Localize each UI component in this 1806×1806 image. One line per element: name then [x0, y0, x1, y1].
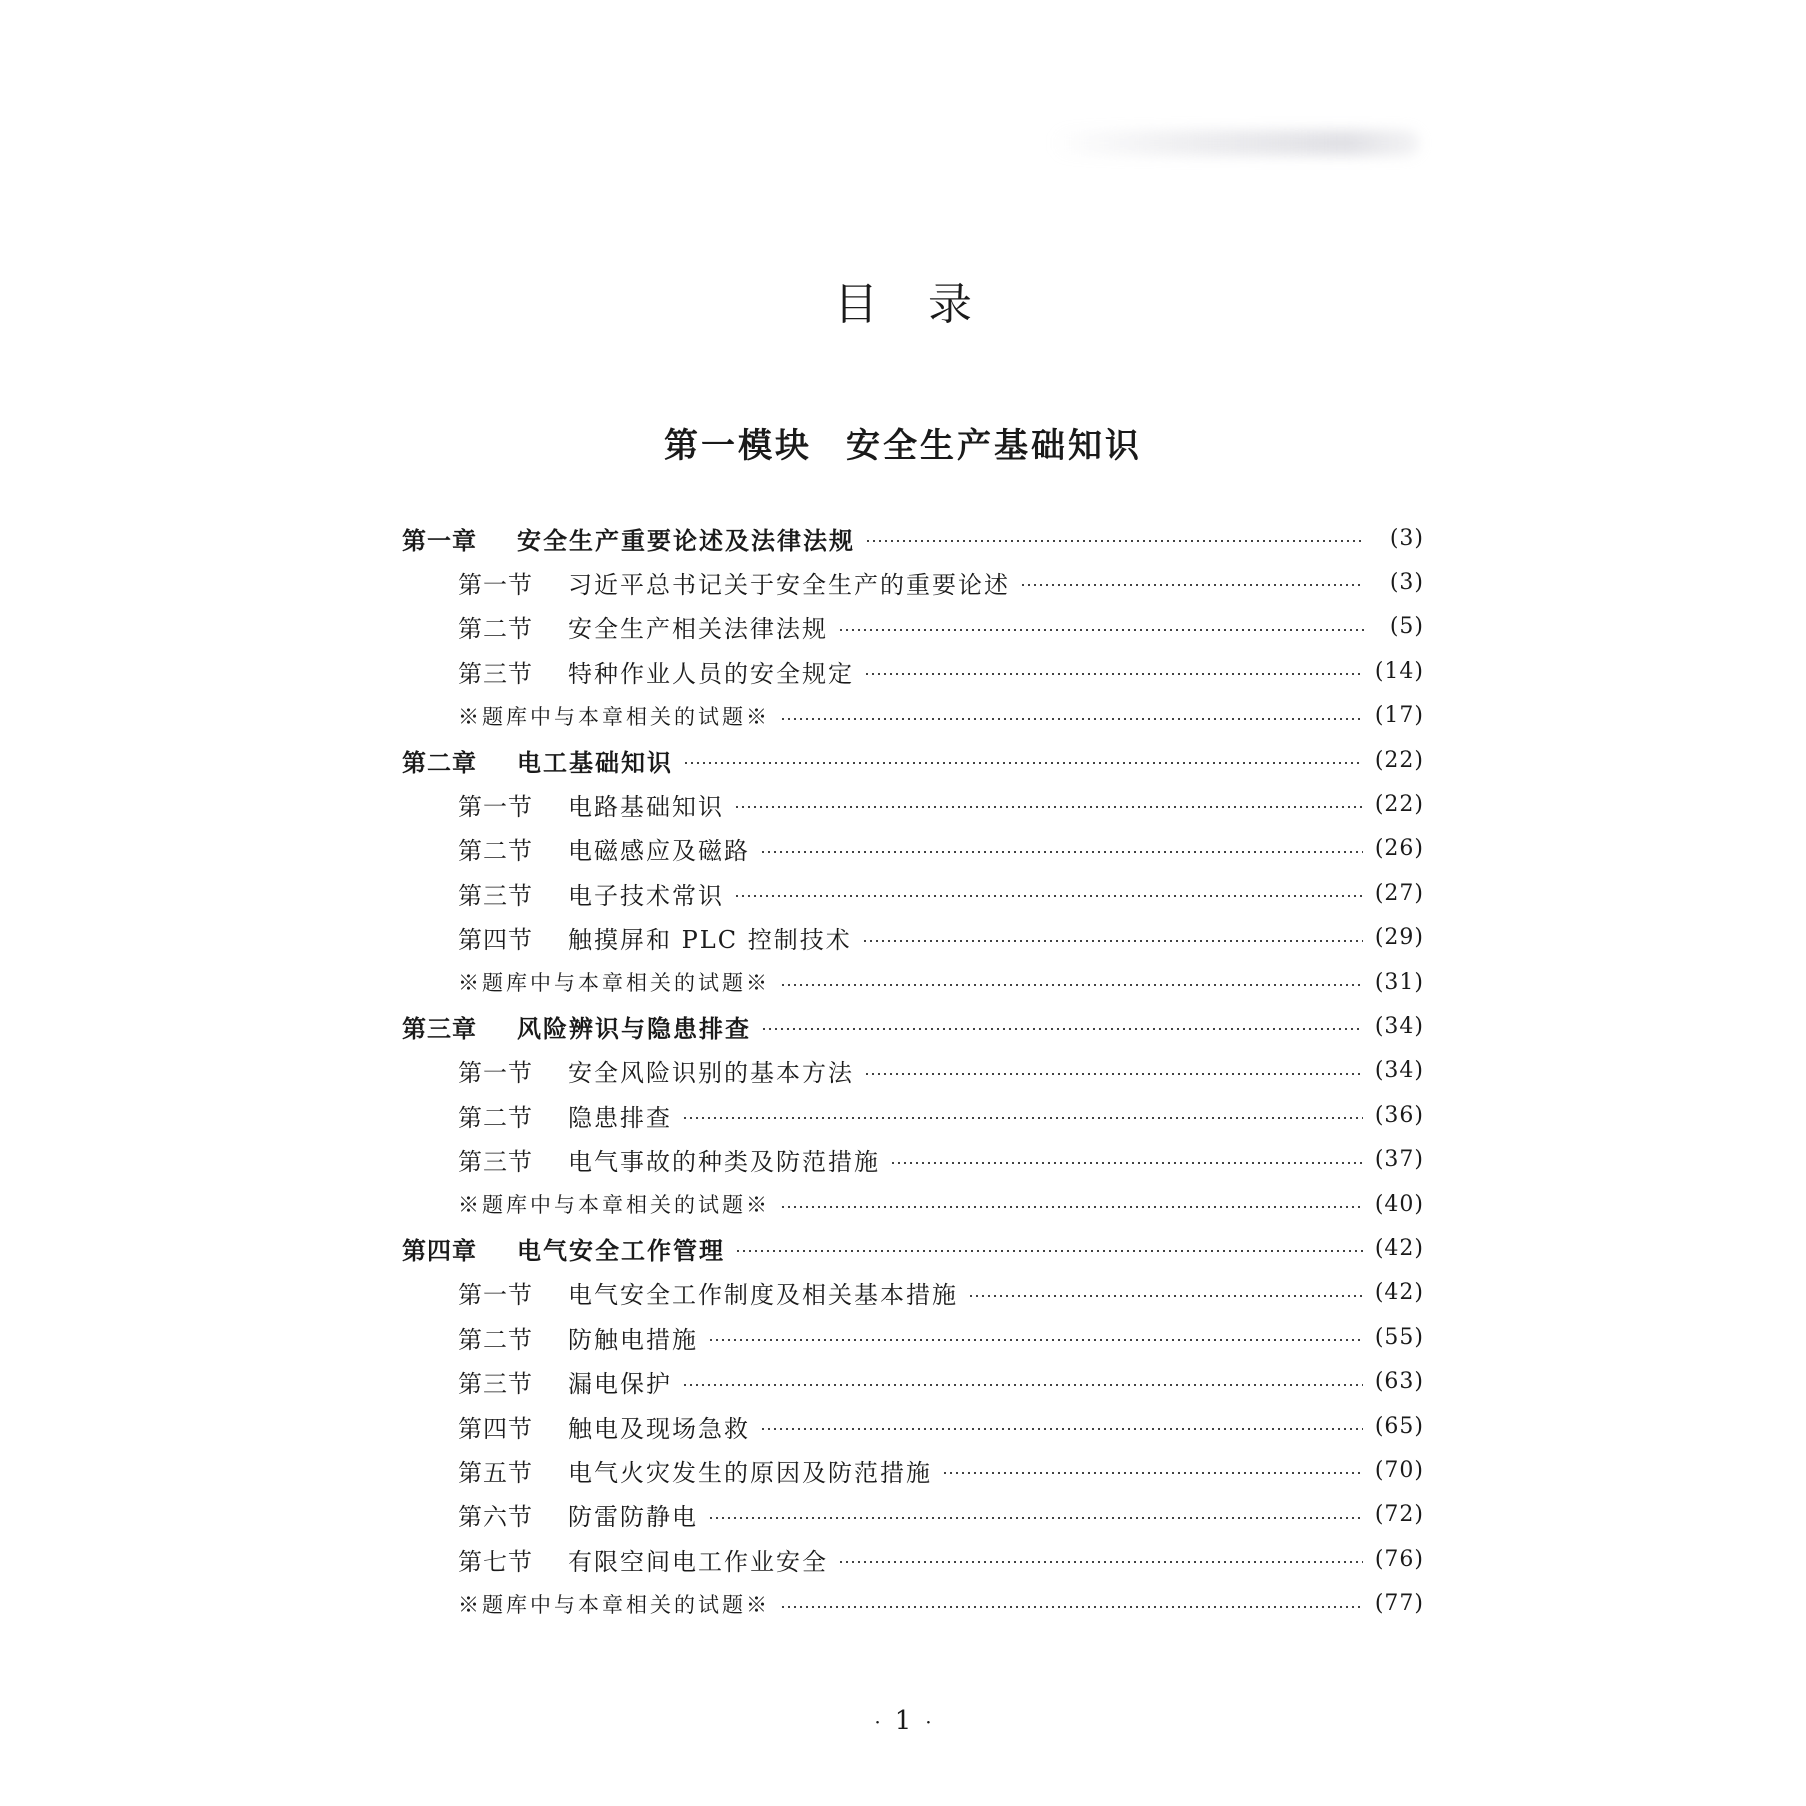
section-number: 第五节 [458, 1458, 533, 1487]
dot-leader [708, 1517, 1363, 1519]
page-ref: (70) [1374, 1457, 1424, 1483]
dot-leader [838, 1561, 1363, 1563]
dot-leader [1020, 584, 1364, 586]
dot-leader [864, 673, 1363, 675]
page-ref: (29) [1374, 925, 1424, 951]
page-ref: (40) [1374, 1191, 1424, 1217]
dot-leader [735, 1250, 1363, 1252]
section-title: 电气火灾发生的原因及防范措施 [568, 1458, 932, 1487]
section-title: 触摸屏和 PLC 控制技术 [568, 926, 852, 955]
module-number: 第一模块 [664, 426, 812, 466]
section-title: 触电及现场急救 [568, 1414, 750, 1443]
page-title: 目录 [834, 279, 1022, 330]
page-footer [0, 1706, 1806, 1736]
toc-row-quiz [458, 1584, 1424, 1624]
section-number: 第六节 [458, 1503, 533, 1532]
section-number: 第一节 [458, 1281, 533, 1310]
footer-page-number: 1 [894, 1706, 912, 1736]
toc-row-section [458, 1450, 1424, 1490]
section-title: 特种作业人员的安全规定 [568, 659, 854, 688]
dot-leader [942, 1472, 1363, 1474]
page-ref: (14) [1374, 658, 1424, 684]
toc-row-chapter [402, 1006, 1424, 1046]
section-number: 第一节 [458, 1059, 533, 1088]
dot-leader [864, 1073, 1363, 1075]
toc-row-section [458, 1095, 1424, 1135]
module-title: 安全生产基础知识 [846, 426, 1142, 466]
dot-leader [683, 762, 1363, 764]
toc-row-section [458, 1495, 1424, 1535]
quiz-title: ※题库中与本章相关的试题※ [458, 971, 770, 995]
page-ref: (76) [1374, 1546, 1424, 1572]
page-ref: (22) [1374, 747, 1424, 773]
dot-leader [760, 851, 1363, 853]
toc-row-section [458, 829, 1424, 869]
chapter-title: 安全生产重要论述及法律法规 [517, 526, 855, 555]
page-ref: (42) [1374, 1235, 1424, 1261]
section-title: 漏电保护 [568, 1370, 672, 1399]
scan-smudge [1050, 130, 1420, 156]
section-number: 第四节 [458, 1414, 533, 1443]
toc-row-quiz [458, 962, 1424, 1002]
section-title: 防触电措施 [568, 1325, 698, 1354]
toc-row-section [458, 1539, 1424, 1579]
toc-row-section [458, 1273, 1424, 1313]
toc-row-section [458, 873, 1424, 913]
dot-leader [761, 1028, 1363, 1030]
page-ref: (37) [1374, 1147, 1424, 1173]
toc-row-section [458, 784, 1424, 824]
chapter-number: 第二章 [402, 748, 477, 777]
toc-row-section [458, 1140, 1424, 1180]
toc-row-section [458, 1051, 1424, 1091]
section-number: 第一节 [458, 570, 533, 599]
toc-row-quiz [458, 696, 1424, 736]
page-ref: (3) [1389, 569, 1424, 595]
page-ref: (65) [1374, 1413, 1424, 1439]
chapter-title: 风险辨识与隐患排查 [517, 1014, 751, 1043]
section-title: 电气事故的种类及防范措施 [568, 1148, 880, 1177]
module-heading [0, 418, 1806, 467]
section-title: 习近平总书记关于安全生产的重要论述 [568, 570, 1010, 599]
section-title: 安全生产相关法律法规 [568, 615, 828, 644]
page-ref: (55) [1374, 1324, 1424, 1350]
page-ref: (63) [1374, 1369, 1424, 1395]
dot-leader [968, 1295, 1363, 1297]
page-ref: (27) [1374, 880, 1424, 906]
section-number: 第七节 [458, 1547, 533, 1576]
page-ref: (34) [1374, 1013, 1424, 1039]
page-ref: (3) [1389, 525, 1424, 551]
section-number: 第二节 [458, 615, 533, 644]
section-number: 第三节 [458, 1148, 533, 1177]
section-title: 安全风险识别的基本方法 [568, 1059, 854, 1088]
toc-row-chapter [402, 740, 1424, 780]
toc-row-section [458, 562, 1424, 602]
section-title: 电磁感应及磁路 [568, 837, 750, 866]
quiz-title: ※题库中与本章相关的试题※ [458, 704, 770, 729]
section-number: 第二节 [458, 1103, 533, 1132]
page-ref: (34) [1374, 1058, 1424, 1084]
section-title: 防雷防静电 [568, 1503, 698, 1532]
page-ref: (42) [1374, 1280, 1424, 1306]
section-number: 第三节 [458, 1370, 533, 1399]
footer-dot-right: · [925, 1710, 932, 1734]
section-number: 第三节 [458, 659, 533, 688]
dot-leader [734, 806, 1363, 808]
dot-leader [682, 1384, 1363, 1386]
dot-leader [838, 629, 1364, 631]
quiz-title: ※题库中与本章相关的试题※ [458, 1592, 770, 1617]
section-number: 第二节 [458, 837, 533, 866]
page-ref: (31) [1374, 969, 1424, 995]
chapter-title: 电气安全工作管理 [517, 1236, 725, 1265]
toc-row-section [458, 607, 1424, 647]
page-ref: (22) [1374, 791, 1424, 817]
page-ref: (36) [1374, 1102, 1424, 1128]
table-of-contents [0, 518, 1806, 1618]
toc-row-section [458, 651, 1424, 691]
chapter-number: 第四章 [402, 1236, 477, 1265]
page-ref: (26) [1374, 836, 1424, 862]
dot-leader [862, 940, 1363, 942]
section-title: 有限空间电工作业安全 [568, 1547, 828, 1576]
dot-leader [780, 1606, 1363, 1608]
chapter-number: 第一章 [402, 526, 477, 555]
section-number: 第三节 [458, 881, 533, 910]
page-ref: (72) [1374, 1502, 1424, 1528]
dot-leader [890, 1162, 1363, 1164]
toc-row-chapter [402, 518, 1424, 558]
page-ref: (77) [1374, 1591, 1424, 1617]
dot-leader [734, 895, 1363, 897]
chapter-title: 电工基础知识 [517, 748, 673, 777]
section-number: 第一节 [458, 792, 533, 821]
toc-row-section [458, 918, 1424, 958]
toc-row-section [458, 1362, 1424, 1402]
dot-leader [865, 540, 1364, 542]
dot-leader [780, 1206, 1363, 1208]
section-title: 隐患排查 [568, 1103, 672, 1132]
page-ref: (17) [1374, 703, 1424, 729]
section-title: 电路基础知识 [568, 792, 724, 821]
dot-leader [760, 1428, 1363, 1430]
page-ref: (5) [1389, 614, 1424, 640]
section-title: 电子技术常识 [568, 881, 724, 910]
dot-leader [780, 984, 1363, 986]
section-number: 第四节 [458, 926, 533, 955]
footer-dot-left: · [874, 1710, 881, 1734]
dot-leader [708, 1339, 1363, 1341]
dot-leader [682, 1117, 1363, 1119]
toc-row-chapter [402, 1228, 1424, 1268]
section-title: 电气安全工作制度及相关基本措施 [568, 1281, 958, 1310]
toc-row-section [458, 1317, 1424, 1357]
toc-row-quiz [458, 1184, 1424, 1224]
toc-row-section [458, 1406, 1424, 1446]
chapter-number: 第三章 [402, 1014, 477, 1043]
quiz-title: ※题库中与本章相关的试题※ [458, 1193, 770, 1217]
dot-leader [780, 718, 1363, 720]
section-number: 第二节 [458, 1325, 533, 1354]
